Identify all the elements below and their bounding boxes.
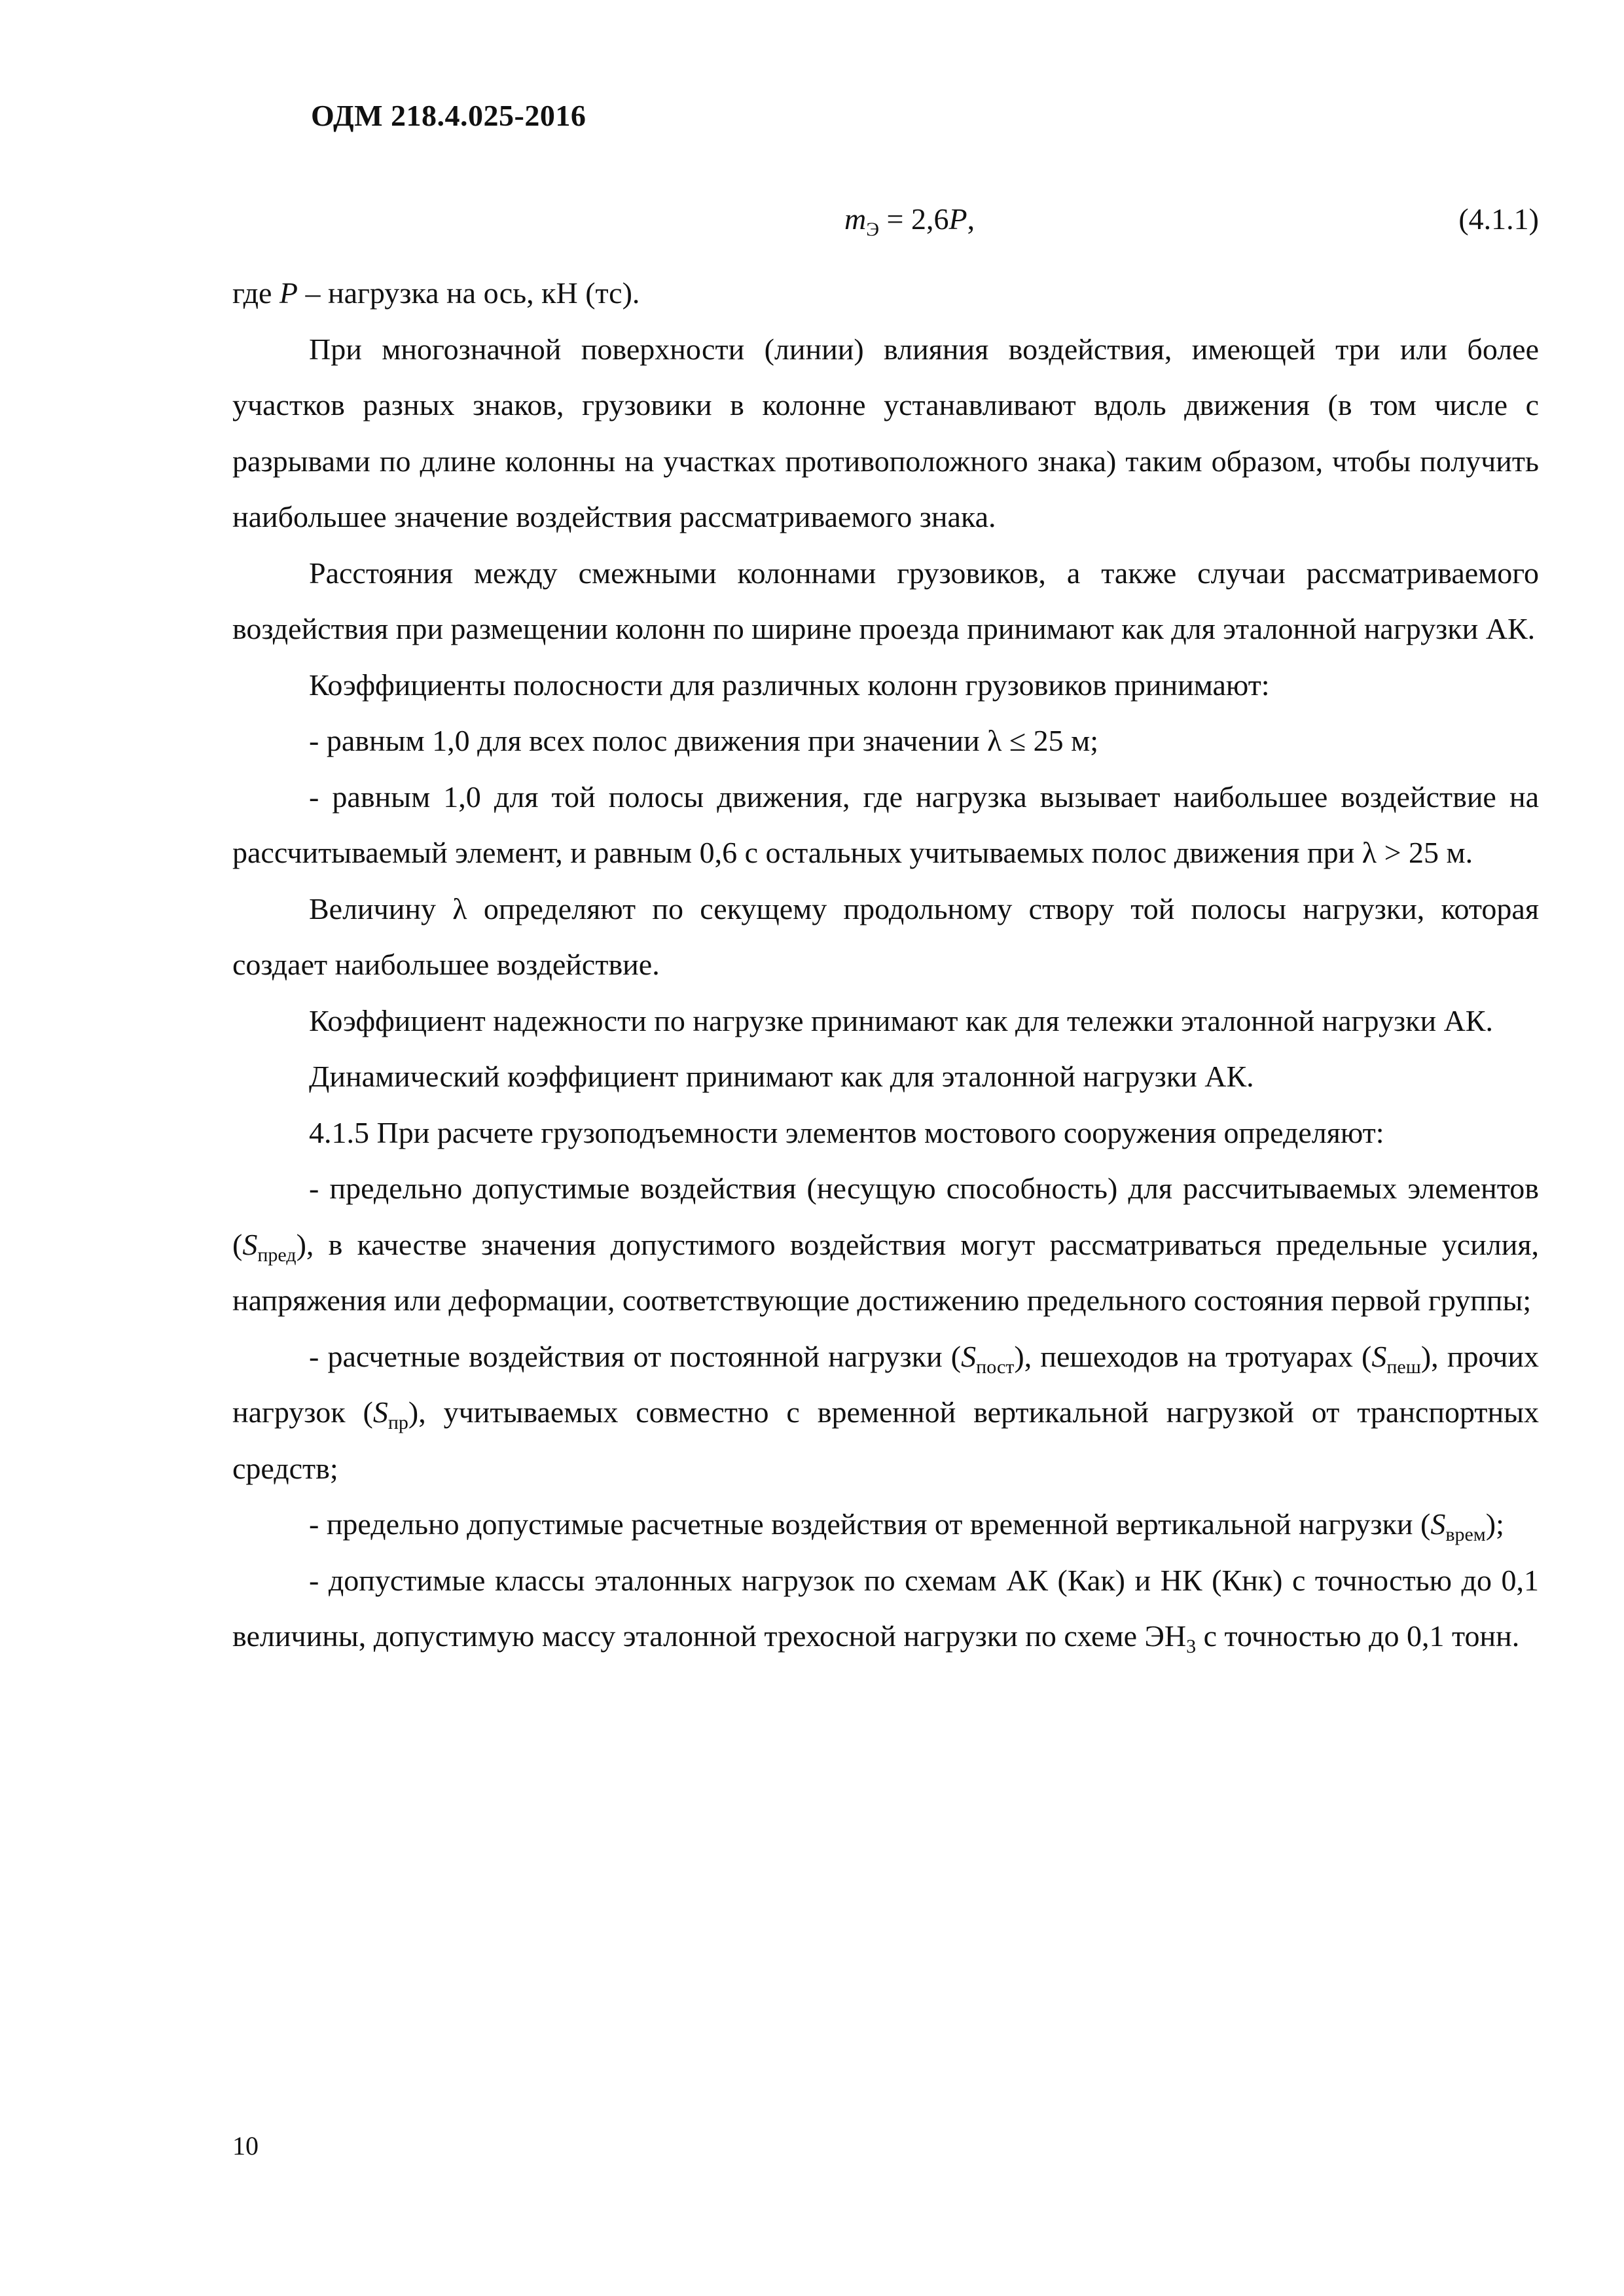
paragraph-dynamic-coefficient: Динамический коэффициент принимают как для эталонной нагрузки АК.	[309, 1060, 1254, 1093]
formula-rhs: = 2,6	[879, 202, 949, 236]
list-item-one-lane: - равным 1,0 для той полосы движения, где нагрузка вызывает наибольшее воздействие на рассчитываемый элемент, и равным 0,6 с остальных учитываемых полос движения при λ > 25 м.	[232, 780, 1539, 869]
paragraph-reliability-coefficient: Коэффициент надежности по нагрузке принимают как для тележки эталонной нагрузки АК.	[309, 1003, 1493, 1037]
formula-tail: ,	[967, 202, 975, 236]
list-item-temporary-load: - предельно допустимые расчетные воздействия от временной вертикальной нагрузки $(S_{врем})$;	[309, 1507, 1504, 1545]
formula-var-p: P	[948, 202, 967, 236]
paragraph-lane-coefficients: Коэффициенты полосности для различных колонн грузовиков принимают:	[309, 668, 1270, 702]
body-text	[232, 265, 1539, 1664]
list-item-design-effects: - расчетные воздействия от постоянной нагрузки $(S_{пост})$, пешеходов на тротуарах $(S_{пеш})$, прочих нагрузок $(S_{пр})$, учитываемых совместно с временной вертикальной нагрузкой от транспортных средств;	[232, 1339, 1539, 1485]
document-code: ОДМ 218.4.025-2016	[311, 99, 586, 132]
paragraph-section-4-1-5: 4.1.5 При расчете грузоподъемности элементов мостового сооружения определяют:	[309, 1115, 1384, 1149]
list-item-load-classes: - допустимые классы эталонных нагрузок по схемам АК (Как) и НК (Кнк) с точностью до 0,1 величины, допустимую массу эталонной трехосной нагрузки по схеме $ЭН_3$ с точностью до 0,1 тонн.	[232, 1563, 1539, 1657]
formula-row	[0, 202, 1624, 247]
paragraph-multivalued-surface: При многозначной поверхности (линии) влияния воздействия, имеющей три или более участков разных знаков, грузовики в колонне устанавливают вдоль движения (в том числе с разрывами по длине колонны на участках противоположного знака) таким образом, чтобы получить наибольшее значение воздействия рассматриваемого знака.	[232, 332, 1539, 533]
formula-var-subscript: Э	[866, 219, 880, 240]
list-item-all-lanes: - равным 1,0 для всех полос движения при значении λ ≤ 25 м;	[309, 724, 1099, 757]
formula-var-m: m	[844, 202, 867, 236]
list-item-limit-effects: - предельно допустимые воздействия (несущую способность) для рассчитываемых элементов $(S_{пред})$, в качестве значения допустимого воздействия могут рассматриваться предельные усилия, напряжения или деформации, соответствующие достижению предельного состояния первой группы;	[232, 1172, 1539, 1317]
paragraph-where: где P – нагрузка на ось, кН (тс).	[232, 276, 640, 310]
paragraph-column-distances: Расстояния между смежными колоннами грузовиков, а также случаи рассматриваемого воздействия при размещении колонн по ширине проезда принимают как для эталонной нагрузки АК.	[232, 556, 1539, 645]
equation-number: (4.1.1)	[1458, 202, 1539, 236]
page-number: 10	[232, 2131, 259, 2161]
formula-4-1-1	[844, 202, 975, 240]
paragraph-lambda: Величину λ определяют по секущему продольному створу той полосы нагрузки, которая создает наибольшее воздействие.	[232, 891, 1539, 981]
